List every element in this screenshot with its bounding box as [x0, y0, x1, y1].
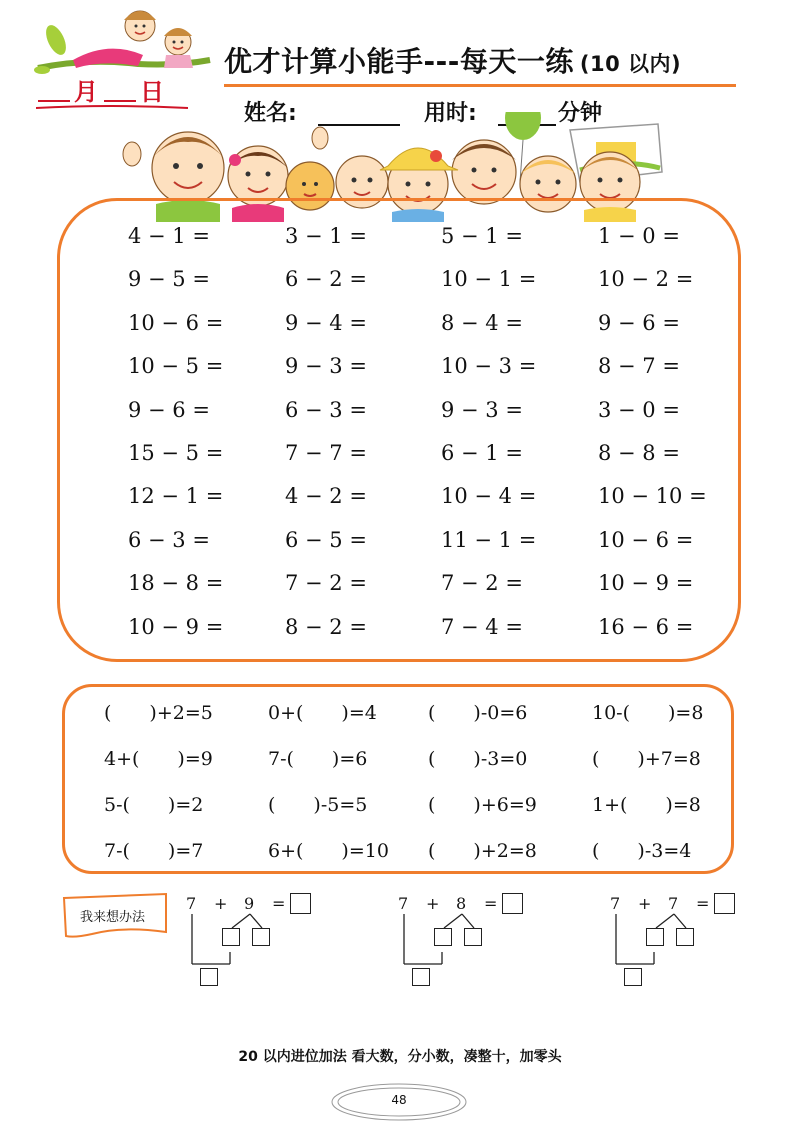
subtraction-problem: 16 − 6 =	[598, 614, 694, 639]
fill-blank-problem: ( )+7=8	[592, 748, 701, 770]
day-label: 日	[140, 78, 164, 106]
method-equals: =	[272, 894, 286, 913]
method-operator: +	[638, 894, 652, 913]
fill-blank-problem: 5-( )=2	[104, 794, 204, 816]
method-addend-a: 7	[610, 894, 621, 913]
subtraction-problem: 10 − 9 =	[128, 614, 224, 639]
fill-blank-problem: 6+( )=10	[268, 840, 389, 862]
minute-label: 分钟	[558, 101, 603, 126]
subtraction-problem: 9 − 4 =	[285, 310, 367, 335]
subtraction-problem: 1 − 0 =	[598, 224, 680, 248]
month-label: 月	[74, 78, 98, 106]
method-addend-b: 8	[456, 894, 467, 913]
fill-blank-problem: 1+( )=8	[592, 794, 701, 816]
subtraction-problem: 10 − 6 =	[598, 527, 694, 552]
addition-tip: 20 以内进位加法 看大数，分小数，凑整十，加零头	[238, 1049, 562, 1065]
fill-blank-problem: ( )-5=5	[268, 794, 368, 816]
girls-illustration	[28, 0, 218, 82]
subtraction-problem: 6 − 3 =	[285, 397, 367, 422]
fill-blank-problem: ( )+2=5	[104, 702, 213, 724]
subtraction-problem: 10 − 9 =	[598, 571, 694, 596]
title-range: (10 以内)	[579, 52, 682, 76]
method-split-lines	[398, 912, 498, 972]
subtraction-problem: 7 − 7 =	[285, 441, 367, 465]
month-blank	[38, 100, 70, 102]
subtraction-problem: 6 − 3 =	[128, 527, 210, 552]
date-underline	[36, 104, 188, 112]
subtraction-problem: 10 − 5 =	[128, 354, 224, 379]
subtraction-problem: 8 − 7 =	[598, 354, 680, 379]
fill-blank-problem: ( )-3=4	[592, 840, 692, 862]
method-answer-box	[502, 893, 523, 914]
title-divider	[224, 84, 736, 87]
subtraction-problem: 9 − 6 =	[598, 310, 680, 335]
name-label: 姓名:	[244, 101, 297, 126]
subtraction-problem: 10 − 1 =	[441, 267, 537, 292]
subtraction-problem: 9 − 3 =	[285, 354, 367, 379]
subtraction-problem: 10 − 10 =	[598, 484, 707, 509]
subtraction-problem: 10 − 3 =	[441, 354, 537, 379]
subtraction-problem: 6 − 2 =	[285, 267, 367, 292]
fill-blank-problem: 10-( )=8	[592, 702, 704, 724]
page-number: 48	[391, 1093, 407, 1107]
day-blank	[104, 100, 136, 102]
method-split-lines	[186, 912, 286, 972]
subtraction-problem: 3 − 1 =	[285, 224, 367, 248]
fill-blank-problem: ( )-3=0	[428, 748, 528, 770]
subtraction-problem: 9 − 5 =	[128, 267, 210, 292]
fill-blank-problem: 7-( )=7	[104, 840, 204, 862]
method-addend-a: 7	[186, 894, 197, 913]
subtraction-problem: 10 − 4 =	[441, 484, 537, 509]
fill-blank-problem: ( )-0=6	[428, 702, 528, 724]
subtraction-problem: 11 − 1 =	[441, 527, 537, 552]
subtraction-problem: 8 − 8 =	[598, 441, 680, 465]
subtraction-problem: 18 − 8 =	[128, 571, 224, 596]
fill-blank-problem: ( )+2=8	[428, 840, 537, 862]
time-label: 用时:	[424, 101, 477, 126]
subtraction-problem: 15 − 5 =	[128, 441, 224, 465]
method-addend-b: 7	[668, 894, 679, 913]
subtraction-problem: 4 − 1 =	[128, 224, 210, 248]
fill-blank-problem: 4+( )=9	[104, 748, 213, 770]
method-addend-a: 7	[398, 894, 409, 913]
subtraction-problem: 7 − 2 =	[441, 571, 523, 596]
subtraction-problem: 9 − 6 =	[128, 397, 210, 422]
subtraction-problem: 8 − 4 =	[441, 310, 523, 335]
subtraction-problem: 6 − 5 =	[285, 527, 367, 552]
method-operator: +	[426, 894, 440, 913]
date-field	[38, 72, 188, 108]
subtraction-problem: 9 − 3 =	[441, 397, 523, 422]
fill-blank-problem: ( )+6=9	[428, 794, 537, 816]
page-title: 优才计算小能手---每天一练 (10 以内)	[224, 45, 682, 78]
subtraction-problem: 6 − 1 =	[441, 441, 523, 465]
subtraction-problem: 8 − 2 =	[285, 614, 367, 639]
subtraction-problem: 3 − 0 =	[598, 397, 680, 422]
subtraction-problem: 10 − 6 =	[128, 310, 224, 335]
method-addend-b: 9	[244, 894, 255, 913]
fill-blank-problem: 7-( )=6	[268, 748, 368, 770]
method-answer-box	[290, 893, 311, 914]
subtraction-problem: 7 − 4 =	[441, 614, 523, 639]
method-operator: +	[214, 894, 228, 913]
method-tag: 我来想办法	[80, 910, 146, 925]
subtraction-problem: 12 − 1 =	[128, 484, 224, 509]
method-equals: =	[484, 894, 498, 913]
subtraction-problem: 7 − 2 =	[285, 571, 367, 596]
subtraction-problem: 10 − 2 =	[598, 267, 694, 292]
method-answer-box	[714, 893, 735, 914]
method-equals: =	[696, 894, 710, 913]
method-split-lines	[610, 912, 710, 972]
subtraction-problem: 4 − 2 =	[285, 484, 367, 509]
subtraction-problem: 5 − 1 =	[441, 224, 523, 248]
fill-blank-problem: 0+( )=4	[268, 702, 377, 724]
